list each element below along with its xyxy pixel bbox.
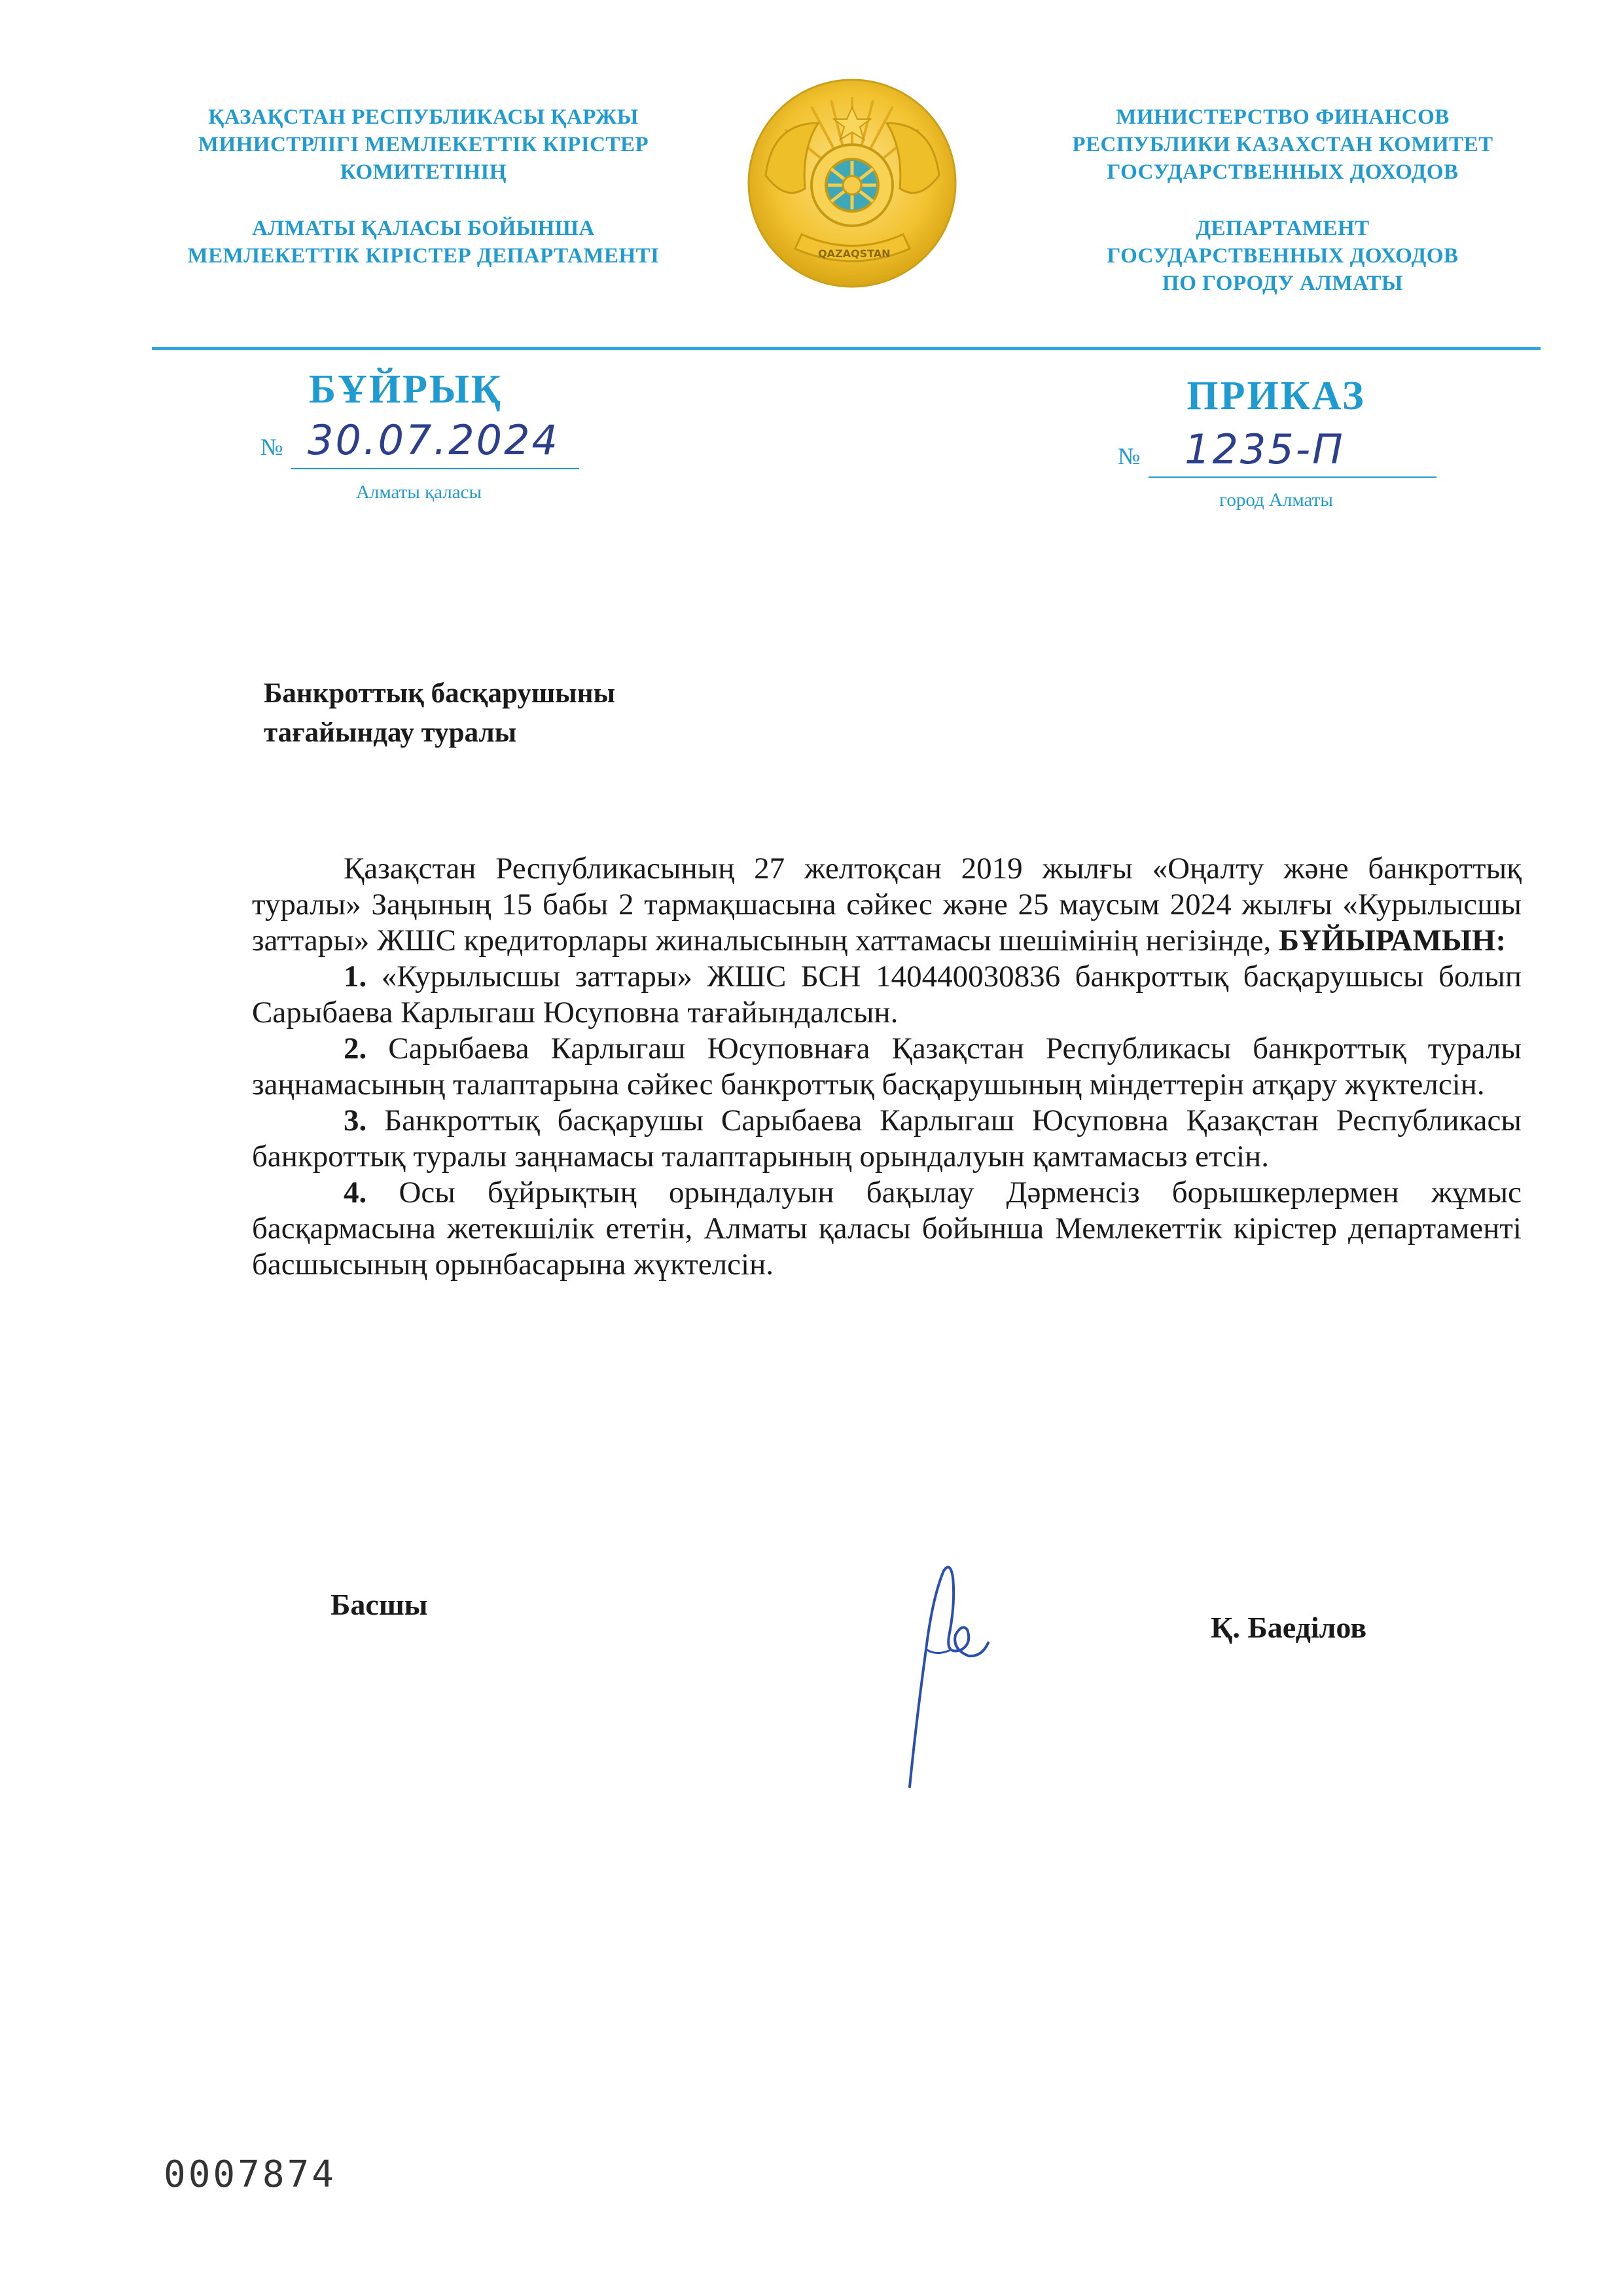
order-title-ru: ПРИКАЗ [1186,374,1366,418]
order-body [252,851,1522,1283]
handwritten-signature [890,1558,1008,1793]
body-item-number: 4. [344,1175,367,1210]
body-intro-paragraph [252,851,1522,959]
subject-line: тағайындау туралы [264,717,517,748]
body-intro-bold: БҰЙЫРАМЫН: [1279,924,1507,958]
header-right-line: ДЕПАРТАМЕНТ [1196,217,1370,240]
header-right-line: МИНИСТЕРСТВО ФИНАНСОВ [1116,105,1450,129]
body-item-4 [252,1175,1522,1283]
signatory-position: Басшы [330,1588,428,1621]
header-left-line: МИНИСТРЛІГІ МЕМЛЕКЕТТІК КІРІСТЕР [198,133,649,156]
header-right-line: РЕСПУБЛИКИ КАЗАХСТАН КОМИТЕТ [1072,133,1493,156]
header-left-line: МЕМЛЕКЕТТІК КІРІСТЕР ДЕПАРТАМЕНТІ [187,244,660,268]
order-title-kz: БҰЙРЫҚ [309,367,503,412]
body-item-number: 1. [344,960,367,994]
body-item-text: Сарыбаева Карлыгаш Юсуповнаға Қазақстан Республикасы банкроттық туралы заңнамасының талаптарына сәйкес банкроттық басқарушының міндеттерін атқару жүктелсін. [252,1031,1522,1102]
signature-icon [890,1558,1008,1793]
header-left-line: ҚАЗАҚСТАН РЕСПУБЛИКАСЫ ҚАРЖЫ [208,105,639,129]
order-city-ru: город Алматы [1219,490,1333,511]
order-number-sign-left: № [260,434,283,460]
form-serial-number: 0007874 [164,2153,337,2196]
order-number-handwritten: 1235-П [1185,425,1345,473]
header-right-line: ПО ГОРОДУ АЛМАТЫ [1162,272,1403,295]
header-right-line: ГОСУДАРСТВЕННЫХ ДОХОДОВ [1107,160,1459,184]
body-item-3 [252,1103,1522,1175]
order-date-handwritten: 30.07.2024 [308,416,560,464]
order-city-kz: Алматы қаласы [355,482,482,503]
body-item-text: «Курылысшы заттары» ЖШС БСН 140440030836 банкроттық басқарушысы болып Сарыбаева Карлыгаш Юсуповна тағайындалсын. [252,960,1522,1030]
body-item-1 [252,959,1522,1031]
signatory-name: Қ. Баеділов [1211,1611,1367,1644]
header-right-block [1021,103,1544,297]
header-divider [152,347,1541,350]
order-number-underline-right [1149,476,1436,478]
header-left-line: КОМИТЕТІНІҢ [340,160,507,184]
header-right-line: ГОСУДАРСТВЕННЫХ ДОХОДОВ [1107,244,1459,268]
emblem-lettering: QAZAQSTAN [818,247,891,260]
header-left-block [152,103,695,270]
body-item-text: Банкроттық басқарушы Сарыбаева Карлыгаш Юсуповна Қазақстан Республикасы банкроттық туралы заңнамасы талаптарының орындалуын қамтамасыз етсін. [252,1103,1522,1174]
subject-line: Банкроттық басқарушыны [264,678,616,709]
body-intro-text: Қазақстан Республикасының 27 желтоқсан 2019 жылғы «Оңалту және банкроттық туралы» Заңының 15 бабы 2 тармақшасына сәйкес және 25 маусым 2024 жылғы «Курылысшы заттары» ЖШС кредиторлары жиналысының хаттамасы шешімінің негізінде, [252,852,1522,958]
order-subject [264,674,853,753]
body-item-number: 3. [344,1103,367,1138]
body-item-2 [252,1031,1522,1103]
order-number-underline-left [291,468,579,469]
header-left-line: АЛМАТЫ ҚАЛАСЫ БОЙЫНША [252,217,595,240]
body-item-text: Осы бұйрықтың орындалуын бақылау Дәрменсіз борышкерлермен жұмыс басқармасына жетекшілік ететін, Алматы қаласы бойынша Мемлекеттік кірістер департаменті басшысының орынбасарына жүктелсін. [252,1175,1522,1282]
body-item-number: 2. [344,1031,367,1066]
order-number-sign-right: № [1118,443,1141,469]
